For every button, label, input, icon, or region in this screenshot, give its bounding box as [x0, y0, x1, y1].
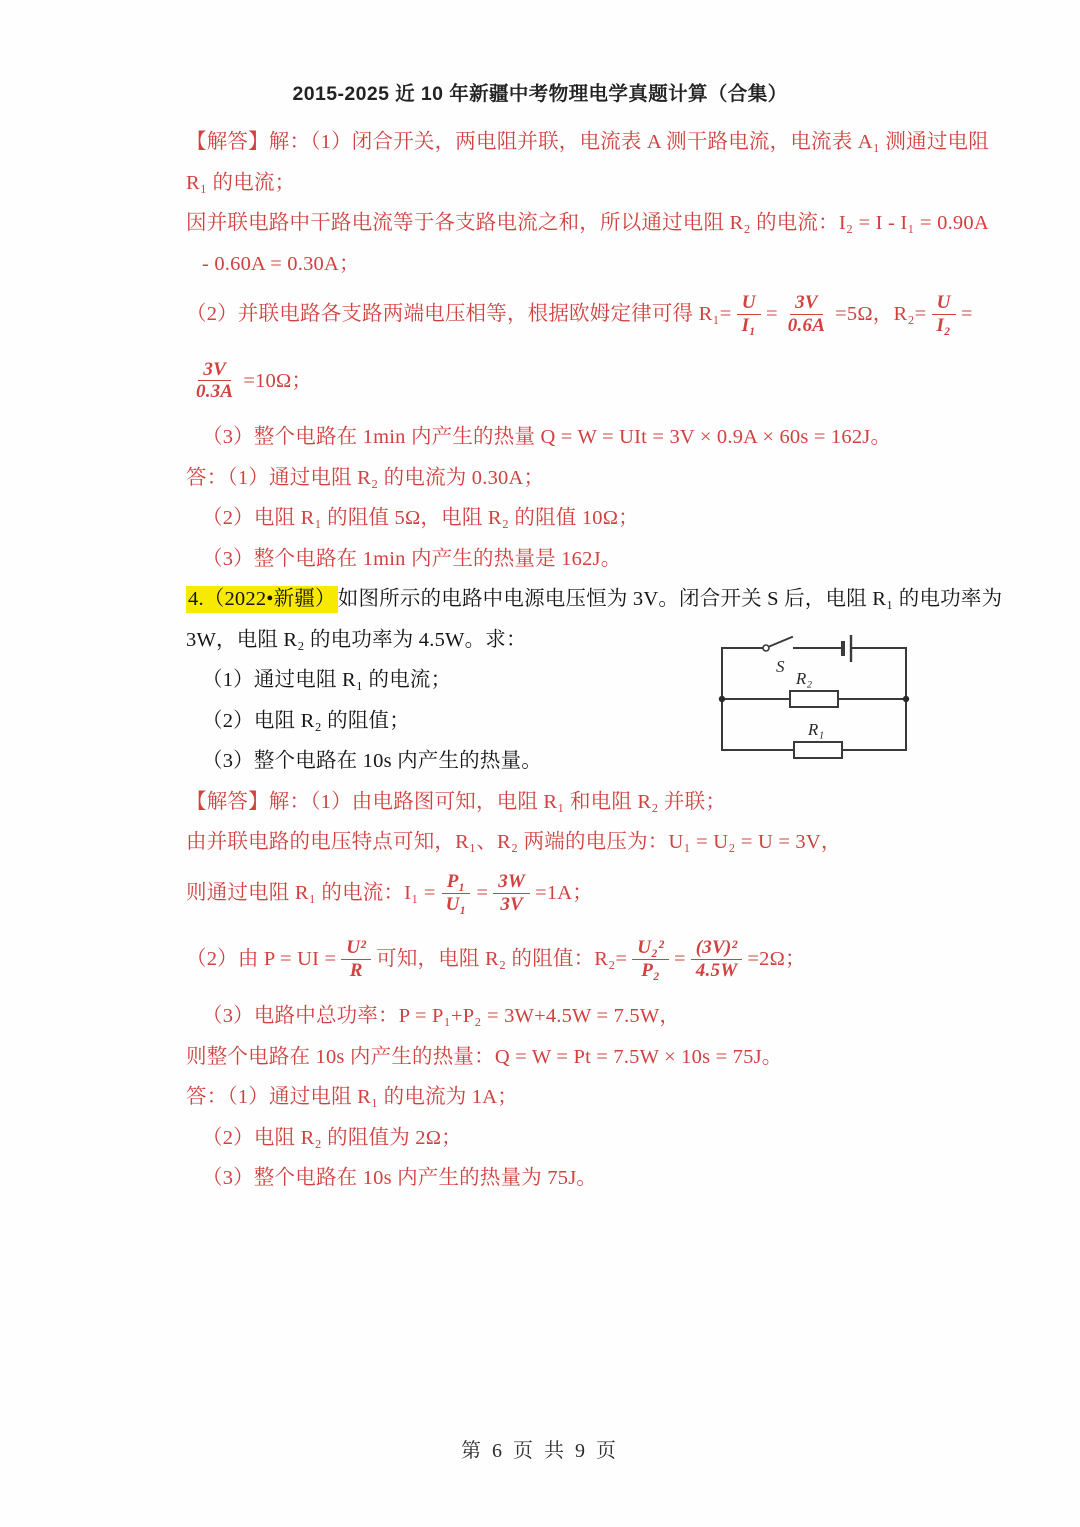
q4-answer-2: （2）电阻 R₂ 的阻值为 2Ω；: [202, 1126, 462, 1149]
q3-solution-line-2: R₁ 的电流；: [186, 171, 296, 194]
equals-sign-3: =: [476, 881, 489, 904]
q3-formula-prefix: （2）并联电路各支路两端电压相等，根据欧姆定律可得 R₁=: [186, 303, 732, 326]
q4-solution-line-5: （3）电路中总功率：P = P₁+P₂ = 3W+4.5W = 7.5W，: [202, 1005, 681, 1027]
fraction-numerator: 3W: [493, 872, 530, 894]
q4-solution-line-6: 则整个电路在 10s 内产生的热量：Q = W = Pt = 7.5W × 10s = 75J。: [186, 1045, 783, 1068]
q3-answer-3: （3）整个电路在 1min 内产生的热量是 162J。: [202, 547, 622, 570]
fraction-3v-over-03a: [191, 360, 238, 403]
fraction-u-over-i1: [737, 293, 761, 336]
fraction-numerator: U: [932, 293, 956, 315]
equals-sign-1: =: [766, 303, 778, 326]
fraction-3w-over-3v: [493, 872, 530, 915]
junction-node-left: [719, 696, 725, 702]
q3-formula-middle: =5Ω，R₂=: [835, 303, 927, 326]
switch-blade: [768, 637, 792, 647]
q4-solution-line-1: 【解答】解：（1）由电路图可知，电阻 R₁ 和电阻 R₂ 并联；: [186, 790, 727, 813]
fraction-3vsq-over-45w: [691, 938, 743, 981]
fraction-denominator: I₂: [936, 314, 951, 336]
question-4-sub-1: （1）通过电阻 R₁ 的电流；: [202, 669, 452, 692]
q4-answer-1: 答：（1）通过电阻 R₁ 的电流为 1A；: [186, 1086, 518, 1108]
fraction-denominator: 3V: [500, 893, 523, 915]
q4-formula-prefix: 则通过电阻 R₁ 的电流：I₁ =: [186, 881, 436, 904]
fraction-numerator: 3V: [790, 293, 823, 315]
q4-solution-formula-row-2: [186, 939, 946, 982]
page-title: 2015-2025 近 10 年新疆中考物理电学真题计算（合集）: [292, 83, 788, 105]
q3-solution-formula-row-1: [186, 292, 973, 337]
resistor-r1-label: R₁: [807, 720, 825, 739]
q4-solution-formula-row-1: [186, 870, 946, 916]
fraction-u-over-i2: [931, 293, 955, 336]
fraction-denominator: 0.6A: [787, 314, 826, 336]
q3-answer-1: 答：（1）通过电阻 R₂ 的电流为 0.30A；: [186, 466, 545, 489]
switch-label: S: [776, 657, 785, 676]
question-4-stem-text: 如图所示的电路中电源电压恒为 3V。闭合开关 S 后，电阻 R₁ 的电功率为: [337, 588, 1003, 611]
resistor-r2-body: [790, 691, 838, 707]
q4-formula-prefix-2: （2）由 P = UI =: [186, 948, 337, 971]
fraction-denominator: U₁: [445, 893, 467, 915]
circuit-diagram-svg: [716, 634, 912, 764]
q3-solution-line-7: （3）整个电路在 1min 内产生的热量 Q = W = UIt = 3V × 0.9A × 60s = 162J。: [202, 426, 892, 449]
fraction-numerator: U²: [341, 938, 371, 960]
junction-node-right: [903, 696, 909, 702]
fraction-denominator: P₂: [641, 960, 660, 982]
question-4-sub-2: （2）电阻 R₂ 的阻值；: [202, 709, 410, 732]
resistor-r2-label: R₂: [795, 669, 813, 688]
fraction-numerator: U: [737, 293, 761, 315]
q3-answer-2: （2）电阻 R₁ 的阻值 5Ω，电阻 R₂ 的阻值 10Ω；: [202, 507, 639, 530]
equals-sign-2: =: [960, 303, 973, 326]
switch-pivot-icon: [763, 645, 769, 651]
fraction-u2sq-over-p2: [632, 938, 669, 981]
q4-formula-tail-2: =2Ω；: [747, 948, 806, 971]
fraction-denominator: 4.5W: [695, 960, 738, 982]
fraction-denominator: I₁: [741, 314, 757, 336]
q4-formula-middle: 可知，电阻 R₂ 的阻值：R₂=: [376, 948, 628, 971]
q4-solution-line-2: 由并联电路的电压特点可知，R₁、R₂ 两端的电压为：U₁ = U₂ = U = 3V，: [186, 831, 842, 854]
page-footer: 第 6 页 共 9 页: [461, 1440, 619, 1462]
fraction-numerator: (3V)²: [691, 938, 743, 960]
q3-solution-line-1: 【解答】解：（1）闭合开关，两电阻并联，电流表 A 测干路电流，电流表 A₁ 测通过电阻: [186, 131, 989, 153]
circuit-diagram-figure: [716, 634, 912, 764]
q3-formula-tail: =10Ω；: [243, 369, 313, 392]
q4-answer-3: （3）整个电路在 10s 内产生的热量为 75J。: [202, 1167, 598, 1189]
fraction-numerator: P₁: [442, 872, 471, 894]
fraction-usq-over-r: [341, 938, 371, 981]
question-4-stem-line-2: 3W，电阻 R₂ 的电功率为 4.5W。求：: [186, 628, 527, 651]
equals-sign-4: =: [674, 948, 686, 971]
q3-solution-line-4: - 0.60A = 0.30A；: [202, 252, 360, 275]
q3-solution-formula-row-2: [186, 358, 946, 404]
fraction-p1-over-u1: [441, 872, 472, 915]
fraction-denominator: 0.3A: [196, 381, 234, 403]
question-4-sub-3: （3）整个电路在 10s 内产生的热量。: [202, 750, 542, 773]
q3-solution-line-3: 因并联电路中干路电流等于各支路电流之和，所以通过电阻 R₂ 的电流：I₂ = I - I₁ = 0.90A: [186, 212, 989, 234]
fraction-denominator: R: [349, 960, 363, 982]
question-number-badge: 4.（2022•新疆）: [186, 586, 338, 613]
fraction-numerator: 3V: [198, 360, 231, 382]
resistor-r1-body: [794, 742, 842, 758]
question-4-stem-line-1: [186, 588, 1003, 611]
fraction-3v-over-06a: [783, 293, 830, 336]
q4-formula-tail-1: =1A；: [535, 881, 593, 904]
fraction-numerator: U₂²: [632, 938, 669, 960]
